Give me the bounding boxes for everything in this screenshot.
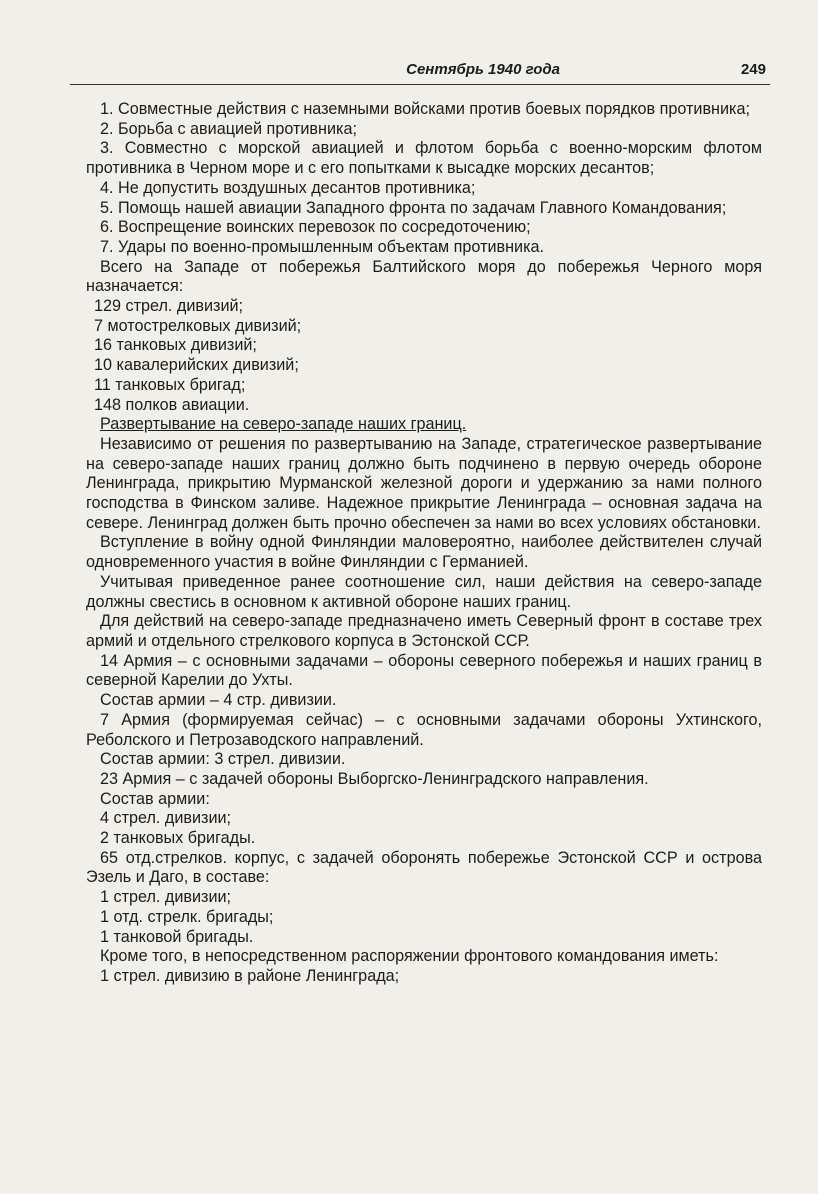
- running-title: Сентябрь 1940 года: [406, 61, 560, 78]
- list-item: 11 танковых бригад;: [94, 375, 246, 394]
- paragraph: 1 отд. стрелк. бригады;: [100, 907, 274, 926]
- paragraph: 2 танковых бригады.: [100, 829, 256, 848]
- paragraph: 2. Борьба с авиацией противника;: [100, 119, 357, 138]
- list-item: 148 полков авиации.: [94, 395, 250, 414]
- paragraph: 1 стрел. дивизию в районе Ленинграда;: [100, 966, 400, 985]
- paragraph: 1. Совместные действия с наземными войсками против боевых порядков противника;: [100, 100, 750, 118]
- paragraph: Независимо от решения по развертыванию на Западе, стратегическое развертывание на северо-западе наших границ должно быть подчинено в первую очередь обороне Ленинграда, прикрытию Мурманской железной дороги и удержанию за нами полного господства в Финском заливе. Надежное прикрытие Ленинграда – основная задача на севере. Ленинград должен быть прочно обеспечен за нами во всех условиях обстановки.: [86, 434, 762, 532]
- paragraph: 7. Удары по военно-промышленным объектам противника.: [100, 237, 545, 256]
- paragraph: 1 стрел. дивизии;: [100, 888, 232, 907]
- paragraph: Кроме того, в непосредственном распоряжении фронтового командования иметь:: [100, 947, 719, 966]
- paragraph: Состав армии – 4 стр. дивизии.: [100, 691, 337, 710]
- list-item: 10 кавалерийских дивизий;: [94, 356, 299, 375]
- list-item: 16 танковых дивизий;: [94, 336, 257, 355]
- paragraph: Для действий на северо-западе предназначено иметь Северный фронт в составе трех армий и отдельного стрелкового корпуса в Эстонской ССР.: [86, 612, 762, 650]
- paragraph: 23 Армия – с задачей обороны Выборгско-Ленинградского направления.: [100, 769, 649, 788]
- paragraph: Учитывая приведенное ранее соотношение сил, наши действия на северо-западе должны свестись в основном к активной обороне наших границ.: [86, 572, 762, 611]
- list-item: 7 мотострелковых дивизий;: [94, 316, 302, 335]
- list-item: 129 стрел. дивизий;: [94, 297, 244, 316]
- paragraph: 3. Совместно с морской авиацией и флотом борьба с военно-морским флотом противника в Черном море и с его попытками к высадке морских десантов;: [86, 139, 762, 178]
- paragraph: Вступление в войну одной Финляндии маловероятно, наиболее действителен случай одновременного участия в войне Финляндии с Германией.: [86, 533, 762, 572]
- paragraph: 65 отд.стрелков. корпус, с задачей оборонять побережье Эстонской ССР и острова Эзель и Даго, в составе:: [86, 848, 762, 887]
- paragraph: 4 стрел. дивизии;: [100, 809, 232, 828]
- paragraph: 1 танковой бригады.: [100, 927, 254, 946]
- paragraph: 7 Армия (формируемая сейчас) – с основными задачами обороны Ухтинского, Реболского и Петрозаводского направлений.: [86, 710, 762, 749]
- paragraph: Состав армии: 3 стрел. дивизии.: [100, 750, 346, 769]
- section-heading: Развертывание на северо-западе наших границ.: [100, 415, 467, 434]
- paragraph: Всего на Западе от побережья Балтийского моря до побережья Черного моря назначается:: [86, 257, 762, 296]
- body-text: [86, 100, 762, 987]
- paragraph: 5. Помощь нашей авиации Западного фронта по задачам Главного Командования;: [100, 198, 727, 217]
- paragraph: 4. Не допустить воздушных десантов противника;: [100, 178, 476, 197]
- paragraph: 14 Армия – с основными задачами – обороны северного побережья и наших границ в северной Карелии до Ухты.: [86, 651, 762, 690]
- page-number: 249: [740, 61, 766, 78]
- paragraph: Состав армии:: [100, 789, 210, 808]
- page-header: [70, 58, 770, 85]
- paragraph: 6. Воспрещение воинских перевозок по сосредоточению;: [100, 218, 531, 237]
